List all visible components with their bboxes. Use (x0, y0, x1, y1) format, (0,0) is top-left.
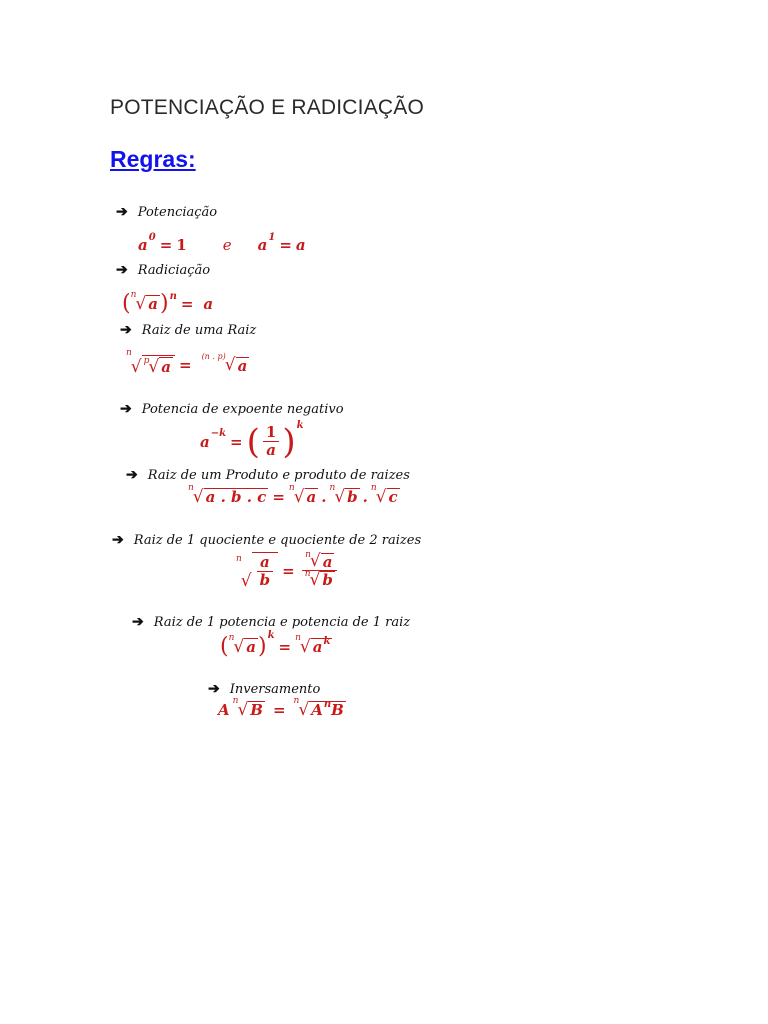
formula-radicand: b (322, 571, 333, 590)
formula-radicand: a (322, 552, 333, 571)
formula-radicand: b (347, 488, 358, 507)
formula-radical (294, 488, 319, 506)
radical-sign-icon: √ (192, 486, 204, 507)
formula-exponent: 0 (148, 231, 156, 243)
rule-label-radiciacao (116, 262, 210, 278)
fraction-denominator: b (259, 571, 271, 590)
formula-root-index: n (236, 553, 242, 564)
radical-sign-icon: √ (309, 551, 321, 571)
radical-sign-icon: √ (148, 356, 160, 377)
arrow-right-icon: ➔ (132, 614, 144, 630)
formula-root-index: (n . p) (201, 351, 226, 361)
formula-radical (233, 638, 258, 656)
fraction-denominator: a (266, 441, 276, 460)
radical-sign-icon: √ (298, 699, 310, 720)
formula-outer-radical (131, 355, 175, 376)
rule-label-text: Radiciação (137, 262, 211, 278)
formula-root-index: n (288, 483, 295, 493)
formula-inner (142, 355, 175, 376)
formula-value: a (295, 236, 306, 254)
formula-radicand: a (306, 488, 317, 507)
formula-fraction (302, 550, 338, 590)
formula-paren: ) (159, 291, 169, 316)
radical-sign-icon: √ (293, 486, 305, 507)
formula-radicand: B (250, 701, 263, 720)
formula-root-index: n (293, 696, 300, 706)
rule-label-potenciacao (116, 204, 217, 220)
formula-conjunction: e (222, 236, 232, 254)
radical-sign-icon: √ (309, 569, 321, 590)
rule-label-raiz-produto (126, 467, 410, 483)
radical-sign-icon: √ (299, 636, 311, 657)
radical-sign-icon: √ (334, 486, 346, 507)
formula-root-index: n (305, 550, 311, 560)
formula-root-index: n (370, 483, 377, 493)
formula-radicand: a . b . c (205, 488, 267, 507)
formula-paren: ( (122, 291, 131, 316)
formula-value: a (203, 295, 214, 313)
formula-equals: = (278, 638, 292, 656)
page-title: POTENCIAÇÃO E RADICIAÇÃO (110, 96, 425, 119)
fraction-numerator: a (257, 554, 273, 572)
formula-root-index: n (126, 348, 132, 359)
formula-root-index: n (228, 633, 235, 643)
formula-radical (298, 701, 345, 719)
formula-value: 1 (176, 236, 187, 254)
formula-equals: = (279, 236, 292, 254)
formula-radical (193, 488, 269, 506)
formula-paren: ( (246, 421, 260, 462)
radical-sign-icon: √ (135, 293, 147, 314)
arrow-right-icon: ➔ (120, 401, 132, 417)
formula-factor: B (331, 701, 344, 720)
formula-base: a (138, 236, 148, 254)
formula-fraction (257, 554, 274, 590)
formula-radicand: a (246, 638, 256, 657)
formula-dot: . (321, 488, 327, 506)
formula-radicand (309, 701, 346, 719)
formula-radical (225, 357, 250, 375)
formula-equals: = (282, 561, 295, 580)
formula-base: A (311, 701, 323, 720)
rule-label-text: Raiz de 1 potencia e potencia de 1 raiz (153, 614, 411, 630)
formula-potenciacao (138, 231, 306, 254)
formula-root-index: n (188, 483, 194, 493)
radical-sign-icon: √ (233, 636, 245, 657)
section-heading: Regras: (110, 146, 196, 172)
formula-root-index: n (130, 290, 137, 300)
formula-radicand (252, 552, 279, 590)
formula-equals: = (272, 488, 285, 506)
formula-paren: ) (282, 421, 296, 462)
rule-label-raiz-de-raiz (120, 322, 256, 338)
arrow-right-icon: ➔ (116, 262, 128, 278)
formula-radicand: a (148, 295, 158, 314)
radical-sign-icon: √ (224, 355, 236, 375)
formula-root-index: n (295, 633, 301, 643)
radical-sign-icon: √ (130, 356, 142, 377)
formula-equals: = (159, 236, 173, 254)
formula-equals: = (178, 356, 192, 375)
formula-radicand: c (388, 488, 398, 507)
formula-paren: ( (220, 634, 229, 659)
formula-base: a (257, 236, 268, 254)
arrow-right-icon: ➔ (126, 467, 138, 483)
formula-exponent: k (296, 420, 304, 432)
formula-radical (241, 552, 278, 590)
formula-radical (135, 295, 160, 313)
formula-raiz-potencia (220, 629, 332, 659)
formula-radiciacao (122, 290, 214, 316)
rule-label-text: Raiz de um Produto e produto de raizes (147, 467, 410, 483)
rule-label-inversamento (208, 681, 320, 697)
radical-sign-icon: √ (240, 570, 252, 591)
formula-base: a (312, 638, 323, 657)
radical-sign-icon: √ (237, 699, 249, 720)
formula-fraction (263, 424, 279, 460)
fraction-numerator: 1 (263, 424, 279, 442)
radical-sign-icon: √ (375, 486, 387, 507)
formula-raiz-quociente (236, 552, 341, 590)
rule-label-raiz-potencia (132, 614, 410, 630)
formula-raiz-de-raiz (126, 348, 249, 377)
formula-radicand: a (237, 356, 248, 375)
formula-radical (237, 701, 265, 719)
formula-radical (334, 488, 359, 506)
formula-dot: . (362, 488, 368, 506)
arrow-right-icon: ➔ (112, 532, 124, 548)
formula-equals: = (230, 432, 243, 451)
arrow-right-icon: ➔ (120, 322, 132, 338)
formula-root-index: n (329, 483, 336, 493)
formula-coefficient: A (218, 701, 230, 719)
formula-raiz-produto (188, 483, 400, 507)
rule-label-text: Potencia de expoente negativo (141, 401, 344, 417)
rule-label-text: Inversamento (229, 681, 321, 697)
formula-radical (376, 488, 400, 506)
formula-exponent: n (323, 699, 332, 711)
formula-exponent: k (267, 629, 275, 641)
fraction-denominator (302, 568, 338, 590)
formula-exponent: k (323, 636, 331, 648)
formula-root-index: n (232, 696, 239, 706)
formula-paren: ) (257, 634, 267, 659)
formula-inversamento (218, 696, 346, 720)
formula-exponent: 1 (268, 231, 276, 243)
formula-equals: = (180, 295, 194, 313)
formula-exponent: n (169, 290, 177, 302)
formula-equals: = (272, 701, 286, 719)
formula-root-index: p (143, 355, 150, 366)
arrow-right-icon: ➔ (116, 204, 128, 220)
formula-expoente-negativo (200, 420, 304, 462)
formula-exponent: −k (210, 428, 227, 440)
formula-radical (300, 638, 333, 656)
rule-label-text: Potenciação (137, 204, 218, 220)
formula-radicand (311, 638, 333, 656)
rule-label-raiz-quociente (112, 532, 421, 548)
arrow-right-icon: ➔ (208, 681, 220, 697)
rule-label-text: Raiz de uma Raiz (141, 322, 257, 338)
rule-label-text: Raiz de 1 quociente e quociente de 2 raizes (133, 532, 422, 548)
formula-base: a (200, 432, 210, 451)
formula-root-index: n (304, 568, 311, 579)
formula-radicand: a (161, 358, 171, 376)
rule-label-expoente-negativo (120, 401, 344, 417)
